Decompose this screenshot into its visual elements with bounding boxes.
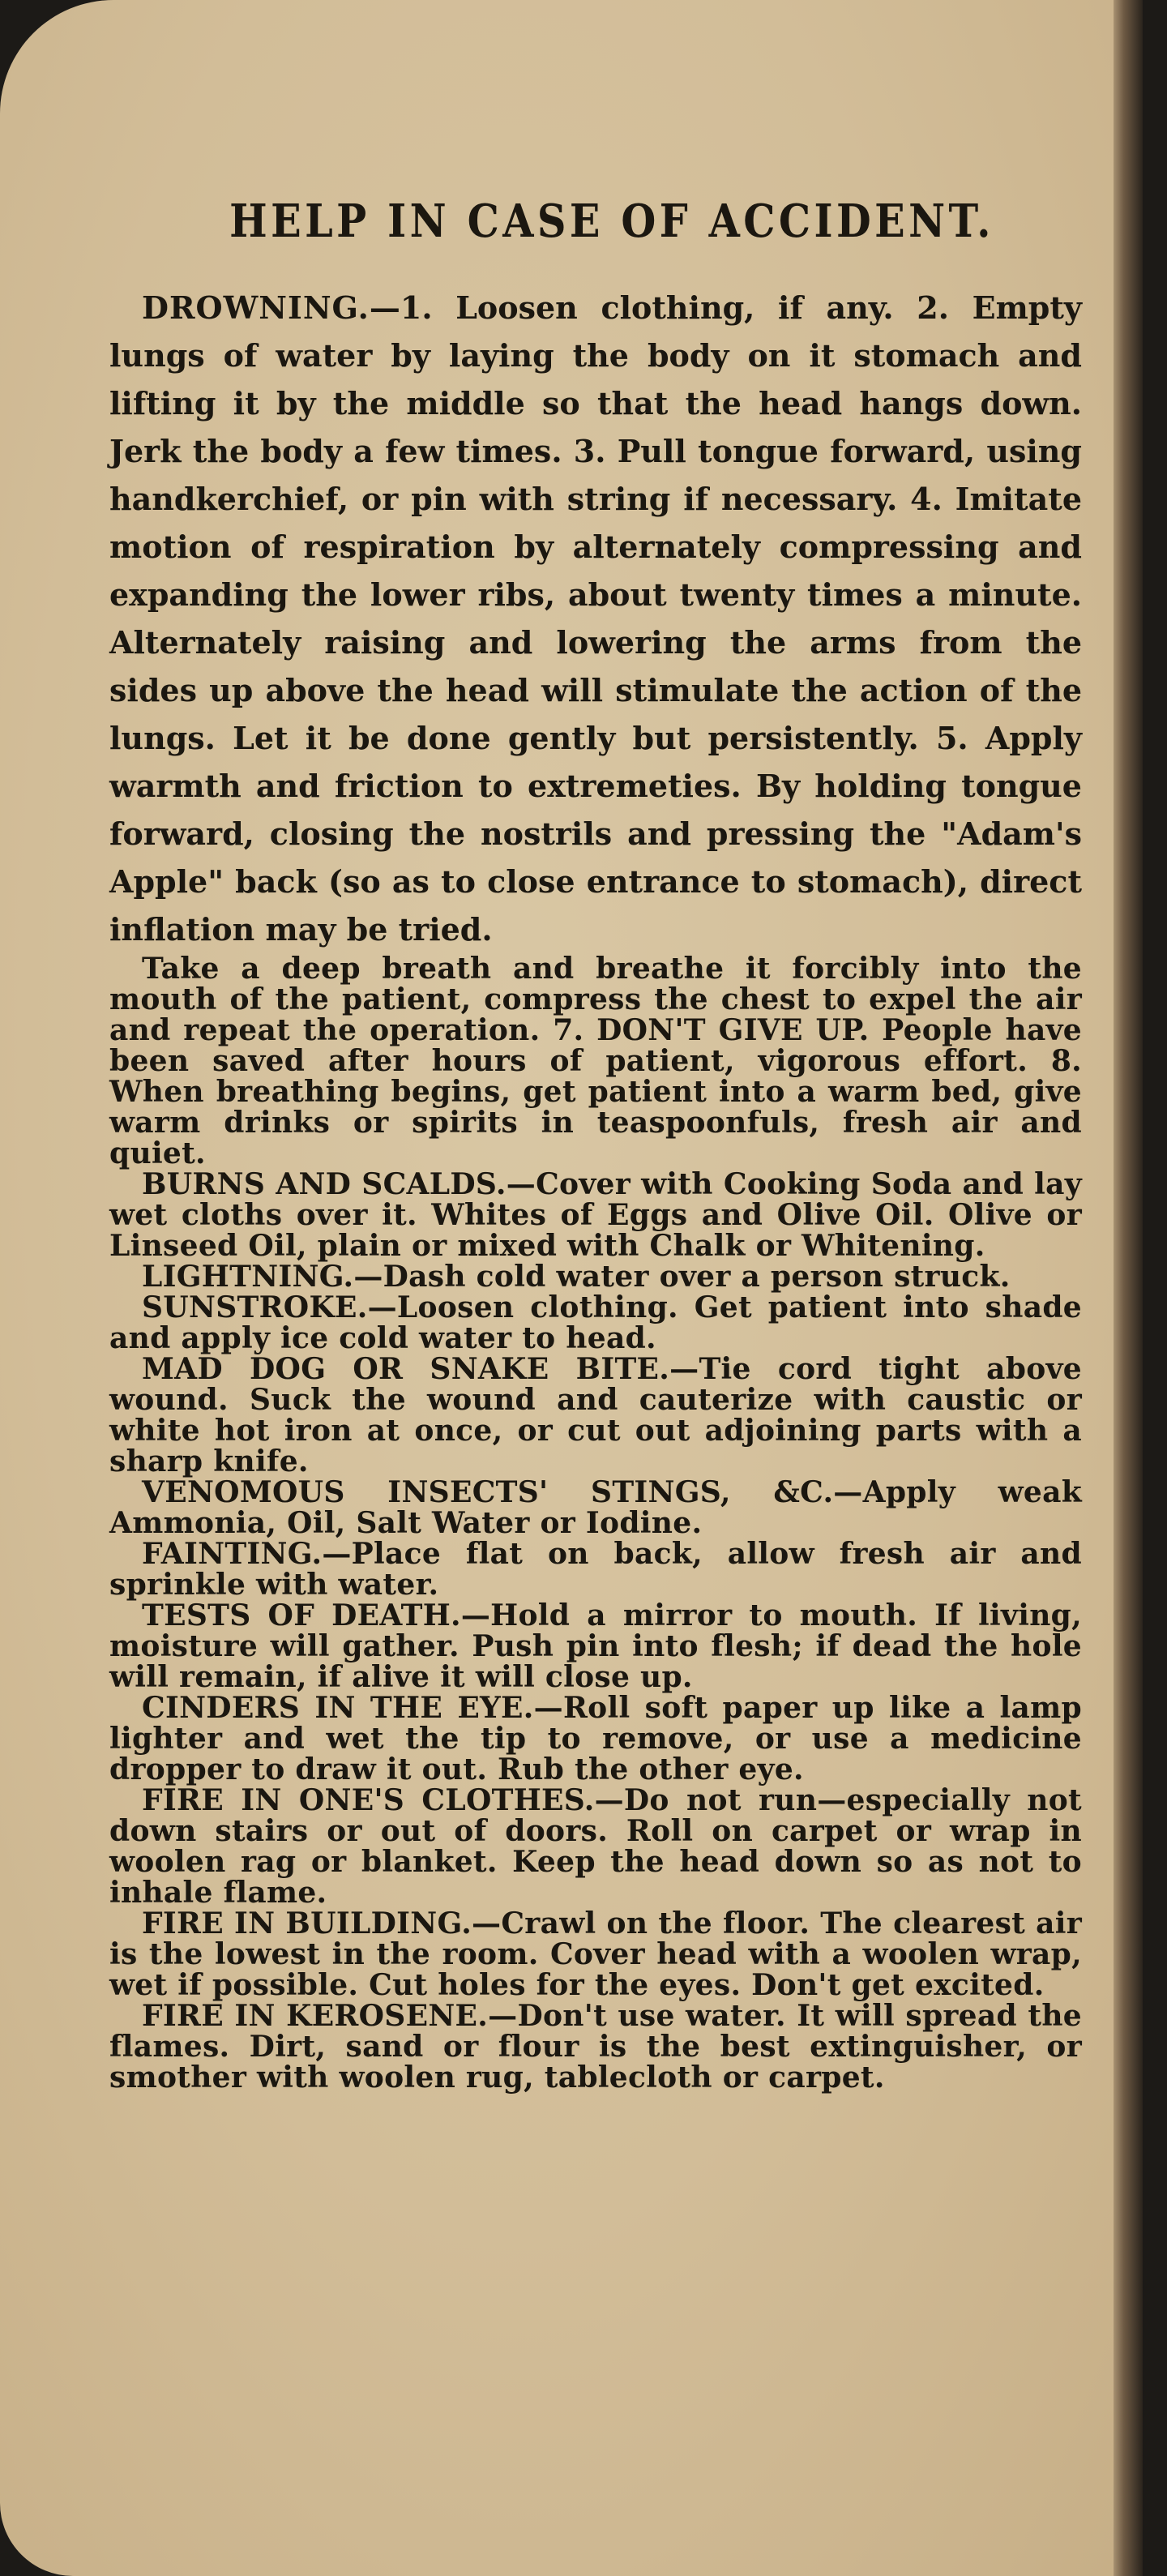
section-heading: FIRE IN ONE'S CLOTHES.	[142, 1783, 595, 1817]
section-heading: FAINTING.	[142, 1537, 323, 1571]
section-fire-in-kerosene	[109, 2000, 1082, 2093]
section-sunstroke	[109, 1292, 1082, 1354]
section-venomous-insects	[109, 1477, 1082, 1538]
section-lightning	[109, 1261, 1082, 1292]
section-tests-of-death	[109, 1600, 1082, 1692]
section-text: —Cover with Cooking Soda and lay wet cloths over it. Whites of Eggs and Olive Oil. Olive or Linseed Oil, plain or mixed with Chalk or Whitening.	[109, 1167, 1082, 1263]
section-heading: FIRE IN BUILDING.	[142, 1906, 472, 1941]
section-fire-in-building	[109, 1908, 1082, 2000]
page-content	[109, 195, 1082, 2093]
drowning-heading: DROWNING.	[142, 289, 370, 326]
section-text: —Don't use water. It will spread the flames. Dirt, sand or flour is the best extinguisher, or smother with woolen rug, tablecloth or carpet.	[109, 1999, 1082, 2095]
section-text: —Do not run—especially not down stairs or out of doors. Roll on carpet or wrap in woolen rag or blanket. Keep the head down so as not to inhale flame.	[109, 1783, 1082, 1910]
page-title: HELP IN CASE OF ACCIDENT.	[229, 195, 994, 248]
section-heading: CINDERS IN THE EYE.	[142, 1691, 534, 1725]
section-text: —Apply weak Ammonia, Oil, Salt Water or Iodine.	[109, 1475, 1083, 1540]
section-heading: VENOMOUS INSECTS' STINGS, &C.	[142, 1475, 834, 1509]
section-text: —Loosen clothing. Get patient into shade and apply ice cold water to head.	[109, 1290, 1082, 1355]
drowning-text: —1. Loosen clothing, if any. 2. Empty lungs of water by laying the body on it stomach and lifting it by the middle so that the head hangs down. Jerk the body a few times. 3. Pull tongue forward, using handkerchief, or pin with string if necessary. 4. Imitate motion of respiration by alternately compressing and expanding the lower ribs, about twenty times a minute. Alternately raising and lowering the arms from the sides up above the head will stimulate the action of the lungs. Let it be done gently but persistently. 5. Apply warmth and friction to extremeties. By holding tongue forward, closing the nostrils and pressing the "Adam's Apple" back (so as to close entrance to stomach), direct inflation may be tried.	[109, 289, 1082, 948]
section-mad-dog-snake-bite	[109, 1354, 1082, 1477]
section-heading: MAD DOG OR SNAKE BITE.	[142, 1352, 670, 1386]
drowning-continuation: Take a deep breath and breathe it forcibly into the mouth of the patient, compress the chest to expel the air and repeat the operation. 7. DON'T GIVE UP. People have been saved after hours of patient, vigorous effort. 8. When breathing begins, get patient into a warm bed, give warm drinks or spirits in teaspoonfuls, fresh air and quiet.	[109, 952, 1082, 1170]
section-cinders-in-eye	[109, 1692, 1082, 1785]
section-heading: LIGHTNING.	[142, 1260, 354, 1294]
section-text: —Crawl on the floor. The clearest air is the lowest in the room. Cover head with a woolen wrap, wet if possible. Cut holes for the eyes. Don't get excited.	[109, 1906, 1082, 2002]
section-text: —Place flat on back, allow fresh air and sprinkle with water.	[109, 1537, 1082, 1602]
section-text: —Hold a mirror to mouth. If living, moisture will gather. Push pin into flesh; if dead the hole will remain, if alive it will close up.	[109, 1598, 1082, 1694]
section-heading: FIRE IN KEROSENE.	[142, 1999, 489, 2033]
drowning-paragraph	[109, 284, 1082, 953]
section-fainting	[109, 1538, 1082, 1600]
page-binding-edge	[1114, 0, 1143, 2576]
section-text: —Dash cold water over a person struck.	[353, 1260, 1011, 1294]
section-burns	[109, 1169, 1082, 1261]
section-fire-in-clothes	[109, 1785, 1082, 1908]
section-text: —Roll soft paper up like a lamp lighter and wet the tip to remove, or use a medicine dropper to draw it out. Rub the other eye.	[109, 1691, 1083, 1787]
section-heading: SUNSTROKE.	[142, 1290, 368, 1324]
section-heading: BURNS AND SCALDS.	[142, 1167, 507, 1201]
section-text: —Tie cord tight above wound. Suck the wound and cauterize with caustic or white hot iron at once, or cut out adjoining parts with a sharp knife.	[109, 1352, 1082, 1478]
section-heading: TESTS OF DEATH.	[142, 1598, 461, 1632]
